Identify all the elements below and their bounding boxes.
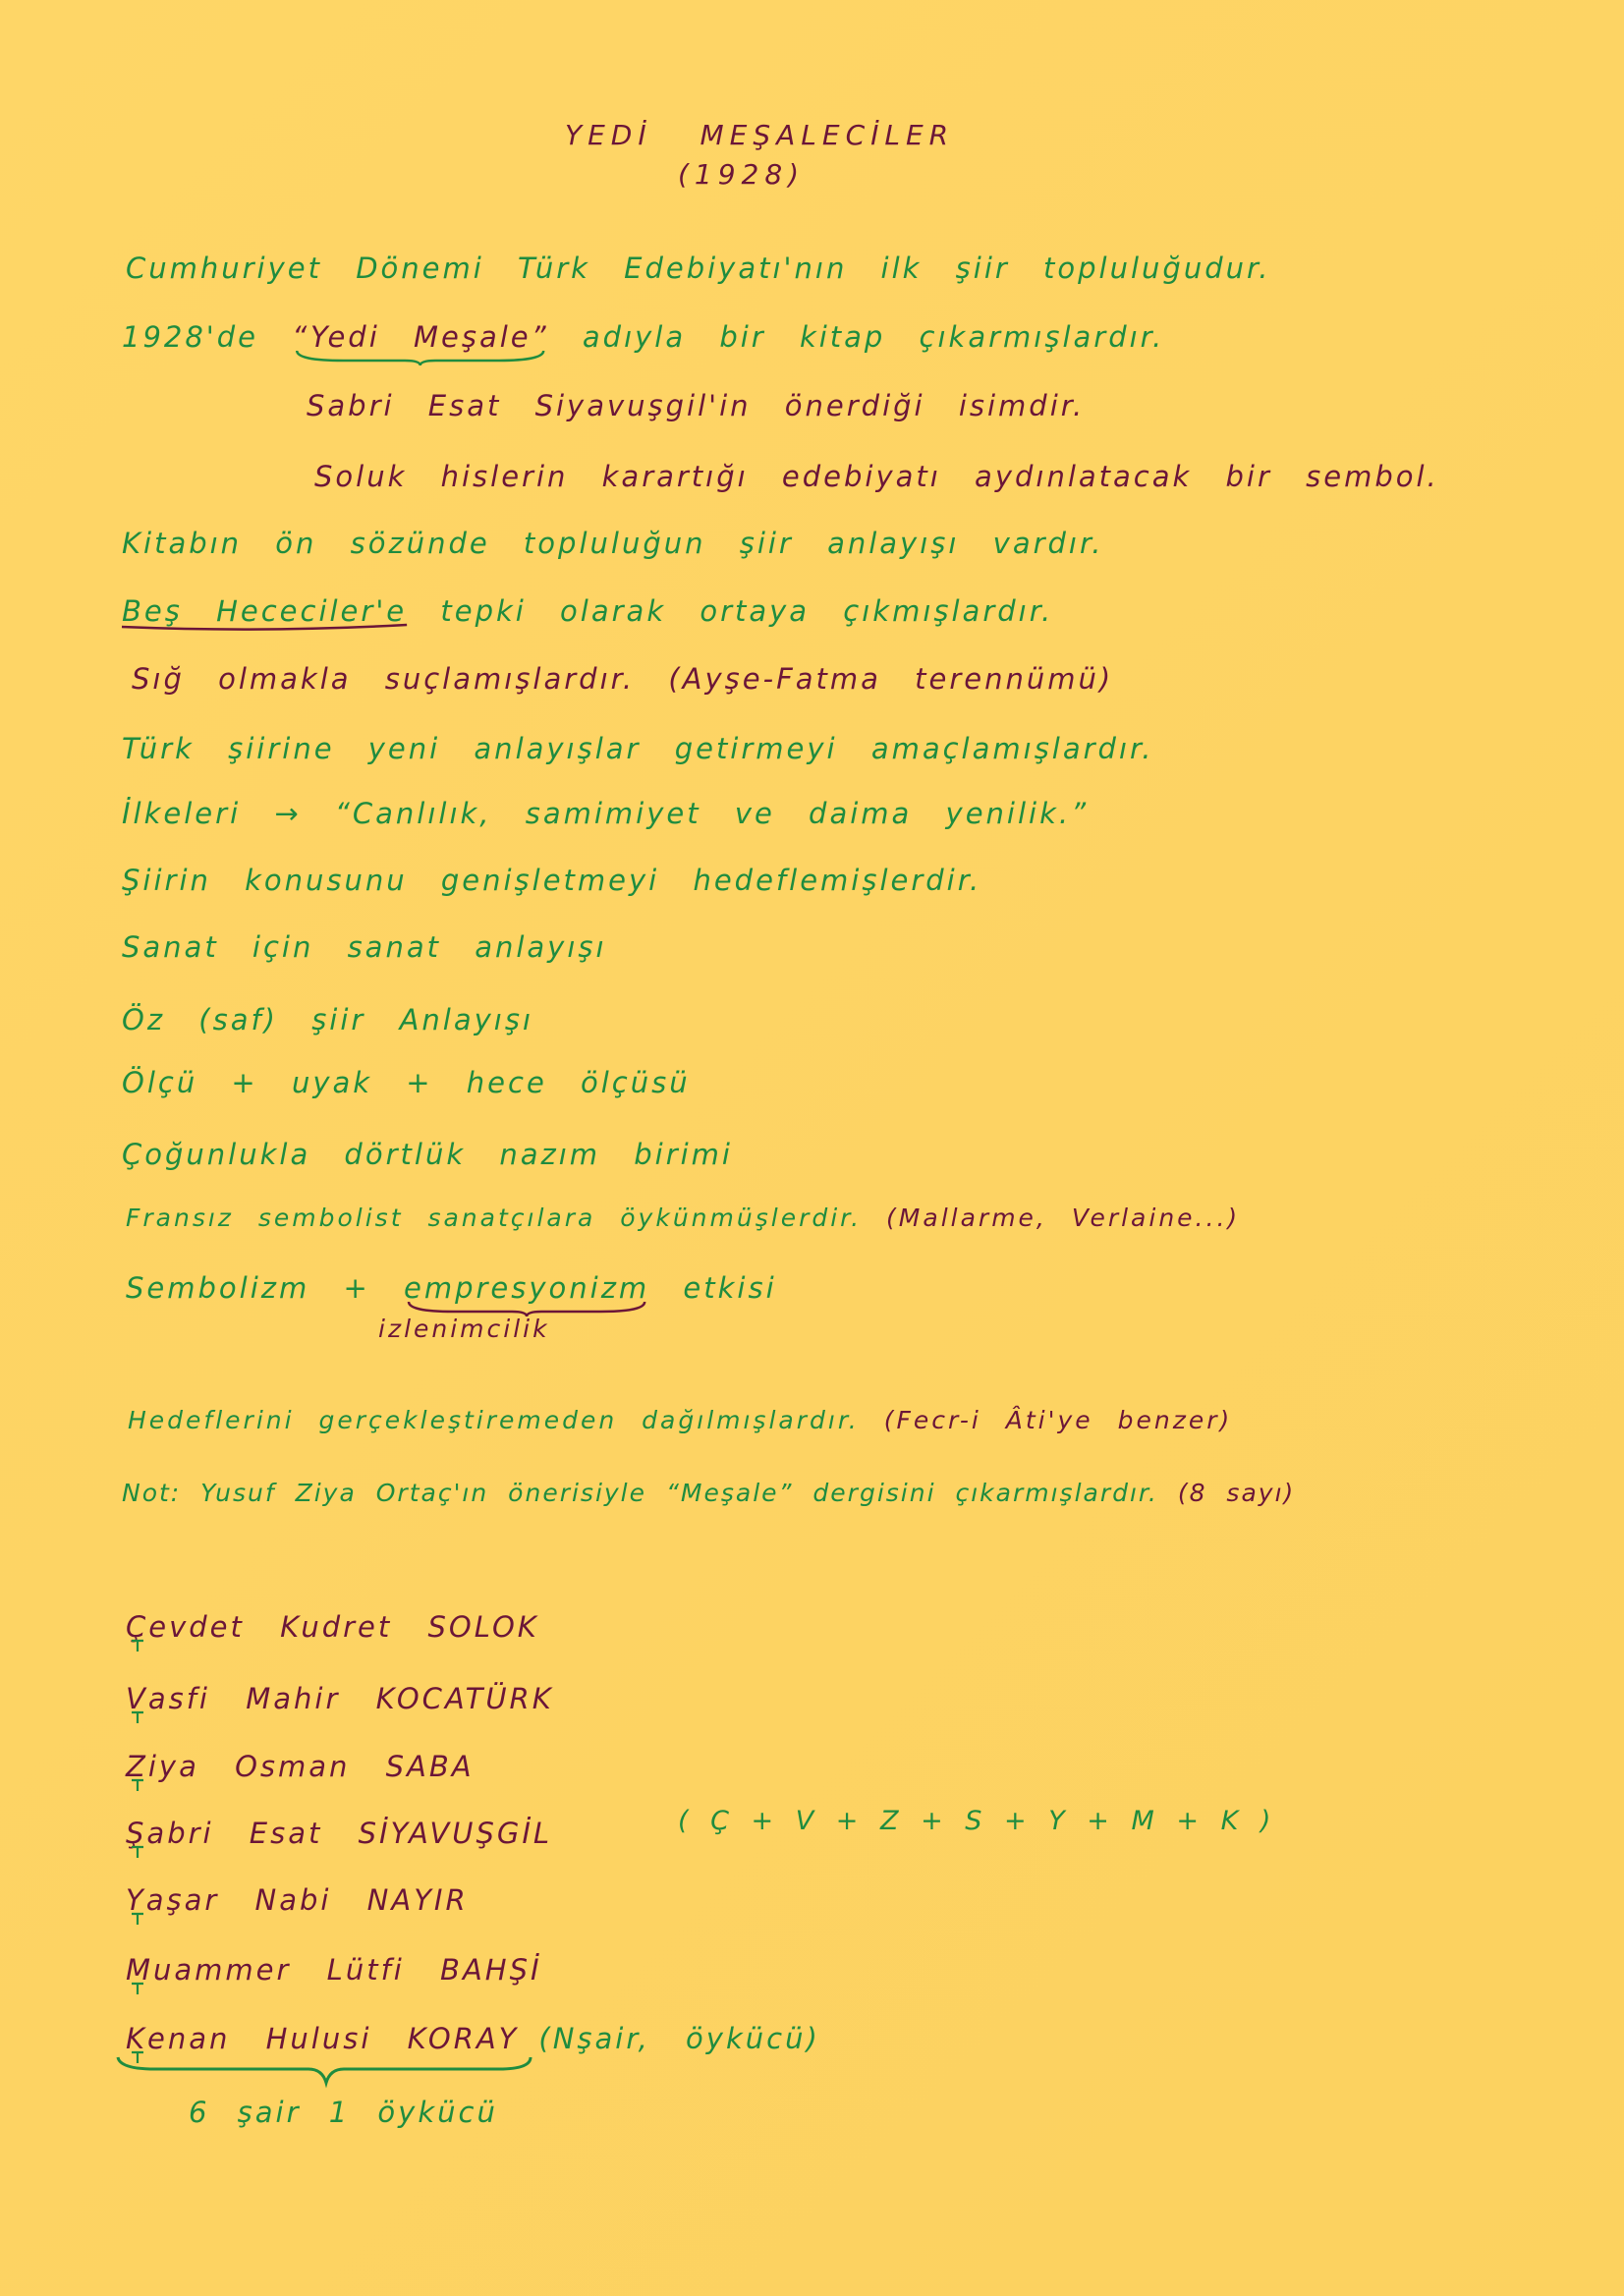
note-line-3: Sabri Esat Siyavuşgil'in önerdiği isimdir.	[307, 389, 1086, 422]
note-line-15-main: Fransız sembolist sanatçılara öykünmüşlerdir.	[126, 1204, 863, 1232]
member-name: uammer Lütfi BAHŞİ	[153, 1953, 542, 1987]
initial-mark-icon	[132, 1844, 143, 1858]
note-line-13: Ölçü + uyak + hece ölçüsü	[122, 1066, 691, 1099]
note-line-8: Türk şiirine yeni anlayışlar getirmeyi amaçlamışlardır.	[122, 732, 1154, 765]
members-acronym: ( Ç + V + Z + S + Y + M + K )	[678, 1806, 1274, 1836]
member-initial: Ç	[126, 1607, 148, 1647]
member-4	[126, 1814, 552, 1853]
underbrace-icon	[292, 349, 548, 366]
note-line-11: Sanat için sanat anlayışı	[122, 930, 607, 964]
note-line-2-prefix: 1928'de	[122, 320, 293, 354]
member-name: iya Osman SABA	[147, 1750, 475, 1783]
note-line-4: Soluk hislerin karartığı edebiyatı aydınlatacak bir sembol.	[314, 460, 1439, 493]
note-line-9: İlkeleri → “Canlılık, samimiyet ve daima yenilik.”	[122, 797, 1090, 830]
initial-mark-icon	[132, 1709, 143, 1723]
note-line-18-main: Not: Yusuf Ziya Ortaç'ın önerisiyle “Meşale” dergisini çıkarmışlardır.	[122, 1479, 1158, 1507]
bes-hececiler-text: Beş Hececiler'e	[122, 594, 408, 628]
members-count-note: 6 şair 1 öykücü	[189, 2096, 498, 2129]
book-title-underlined	[292, 317, 548, 357]
note-line-15	[126, 1199, 1240, 1238]
note-line-17	[128, 1401, 1232, 1440]
note-line-5: Kitabın ön sözünde topluluğun şiir anlayışı vardır.	[122, 527, 1104, 560]
empresyonizm-underlined	[404, 1268, 649, 1308]
note-line-1: Cumhuriyet Dönemi Türk Edebiyatı'nın ilk şiir topluluğudur.	[126, 252, 1271, 285]
member-5	[126, 1880, 469, 1920]
member-initial: K	[126, 2019, 147, 2058]
member-name: aşar Nabi NAYIR	[145, 1883, 469, 1917]
page-year: (1928)	[678, 158, 806, 191]
member-name: evdet Kudret SOLOK	[148, 1610, 539, 1644]
note-line-17-main: Hedeflerini gerçekleştiremeden dağılmışlardır.	[128, 1406, 860, 1434]
note-line-12: Öz (saf) şiir Anlayışı	[122, 1003, 533, 1036]
note-line-10: Şiirin konusunu genişletmeyi hedeflemişlerdir.	[122, 864, 982, 897]
initial-mark-icon	[132, 1981, 143, 1994]
note-line-2-suffix: adıyla bir kitap çıkarmışlardır.	[548, 320, 1165, 354]
note-line-2	[122, 317, 1164, 357]
member-2	[126, 1679, 554, 1718]
member-3	[126, 1747, 475, 1786]
member-initial: V	[126, 1679, 148, 1718]
member-initial: Ş	[126, 1814, 146, 1853]
note-line-16	[126, 1268, 777, 1308]
empresyonizm-translation: izlenimcilik	[378, 1315, 550, 1343]
page-title: YEDİ MEŞALECİLER	[565, 119, 955, 151]
member-name: abri Esat SİYAVUŞGİL	[146, 1817, 553, 1850]
member-name: enan Hulusi KORAY	[147, 2022, 520, 2055]
note-line-16-suffix: etkisi	[649, 1271, 777, 1305]
note-line-7: Sığ olmakla suçlamışlardır. (Ayşe-Fatma terennümü)	[132, 662, 1114, 696]
note-line-16-prefix: Sembolizm +	[126, 1271, 404, 1305]
underline-icon	[122, 621, 407, 635]
note-line-6	[122, 591, 1053, 631]
note-line-18-aside: (8 sayı)	[1157, 1479, 1296, 1507]
member-7	[126, 2019, 820, 2058]
note-line-17-aside: (Fecr-i Âti'ye benzer)	[859, 1406, 1233, 1434]
member-initial: Y	[126, 1880, 146, 1920]
member-1	[126, 1607, 539, 1647]
member-7-note: (Nşair, öykücü)	[538, 2022, 820, 2055]
note-line-18	[122, 1474, 1295, 1513]
member-initial: Z	[126, 1747, 148, 1786]
member-initial: M	[126, 1950, 153, 1989]
initial-mark-icon	[132, 1638, 143, 1652]
member-6	[126, 1950, 542, 1989]
bes-hececiler-underlined	[122, 591, 407, 631]
empresyonizm-text: empresyonizm	[403, 1271, 650, 1305]
note-line-14: Çoğunlukla dörtlük nazım birimi	[122, 1138, 733, 1171]
book-title-text: “Yedi Meşale”	[292, 320, 549, 354]
note-line-6-suffix: tepki olarak ortaya çıkmışlardır.	[407, 594, 1054, 628]
initial-mark-icon	[132, 1911, 143, 1925]
note-line-15-aside: (Mallarme, Verlaine...)	[862, 1204, 1241, 1232]
initial-mark-icon	[132, 1777, 143, 1791]
members-underbrace-icon	[116, 2055, 533, 2085]
member-name: asfi Mahir KOCATÜRK	[147, 1682, 554, 1715]
